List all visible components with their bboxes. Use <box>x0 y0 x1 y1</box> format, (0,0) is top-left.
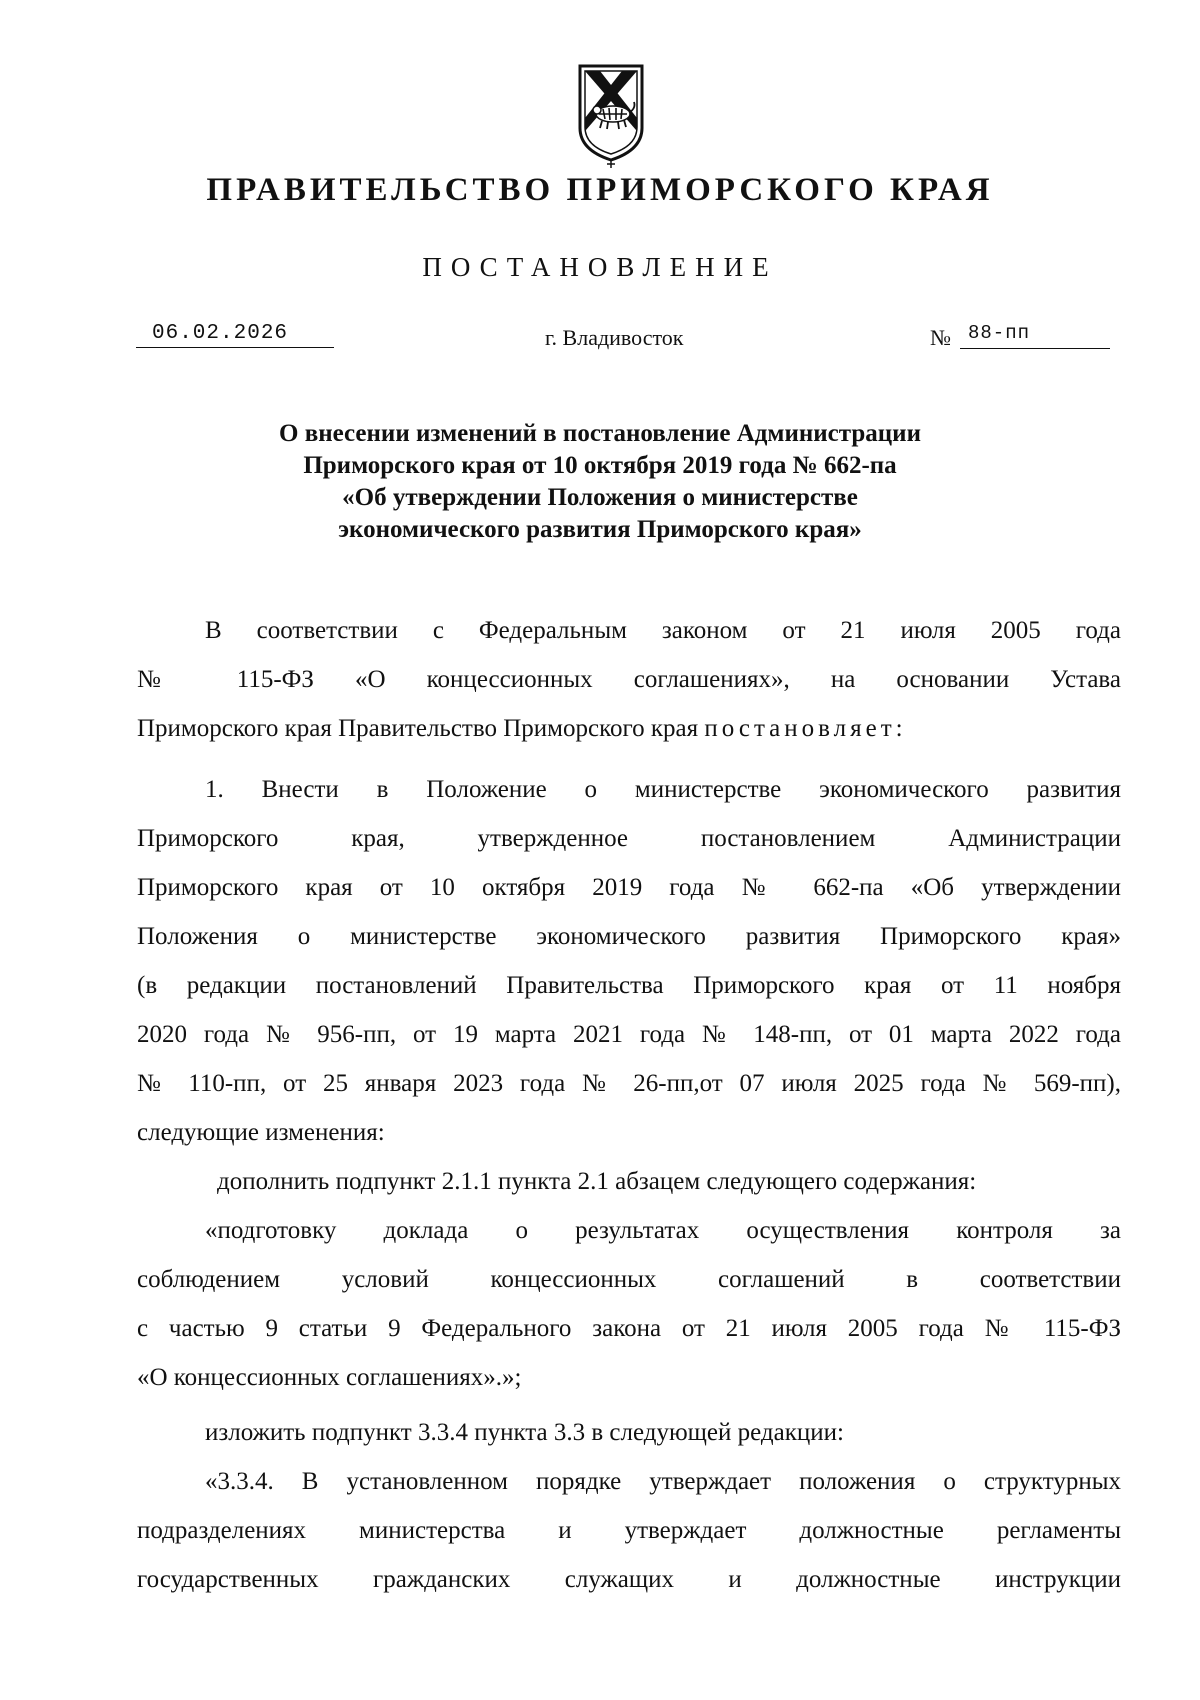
title-line: Приморского края от 10 октября 2019 года № 662-па <box>303 452 897 479</box>
document-number: 88-пп <box>960 322 1110 349</box>
title-line: «Об утверждении Положения о министерстве <box>342 484 858 511</box>
preamble-text: Приморского края Правительство Приморского края <box>137 715 699 742</box>
preamble-line <box>137 704 1121 753</box>
item1-line: Приморского края от 10 октября 2019 года № 662-па «Об утверждении <box>137 874 1121 901</box>
preamble-line: В соответствии с Федеральным законом от 21 июля 2005 года <box>205 617 1121 644</box>
amendment1-intro: дополнить подпункт 2.1.1 пункта 2.1 абзацем следующего содержания: <box>217 1168 977 1195</box>
item1-line: Приморского края, утвержденное постановлением Администрации <box>137 825 1121 852</box>
document-type: ПОСТАНОВЛЕНИЕ <box>422 252 778 282</box>
document-date: 06.02.2026 <box>136 322 334 348</box>
document-body <box>137 606 1121 1604</box>
amendment2-line: подразделениях министерства и утверждает должностные регламенты <box>137 1517 1121 1544</box>
item1-line: 1. Внести в Положение о министерстве экономического развития <box>205 776 1121 803</box>
amendment2-line: «3.3.4. В установленном порядке утверждает положения о структурных <box>205 1468 1121 1495</box>
amendment1-line: с частью 9 статьи 9 Федерального закона от 21 июля 2005 года № 115-ФЗ <box>137 1315 1121 1342</box>
title-line: экономического развития Приморского края» <box>338 516 862 543</box>
decree-word: постановляет: <box>704 715 907 742</box>
item1-line: Положения о министерстве экономического развития Приморского края» <box>137 923 1121 950</box>
organization-name: ПРАВИТЕЛЬСТВО ПРИМОРСКОГО КРАЯ <box>206 172 994 208</box>
preamble-line: № 115-ФЗ «О концессионных соглашениях», на основании Устава <box>137 666 1121 693</box>
item1-line: № 110-пп, от 25 января 2023 года № 26-пп,от 07 июля 2025 года № 569-пп), <box>137 1070 1121 1097</box>
coat-of-arms-icon <box>576 58 646 170</box>
document-title <box>0 418 1200 546</box>
number-sign: № <box>930 325 951 350</box>
amendment1-line: «подготовку доклада о результатах осуществления контроля за <box>205 1217 1121 1244</box>
item1-line: (в редакции постановлений Правительства Приморского края от 11 ноября <box>137 972 1121 999</box>
title-line: О внесении изменений в постановление Администрации <box>279 420 921 447</box>
document-city: г. Владивосток <box>545 325 684 350</box>
amendment2-line: государственных гражданских служащих и должностные инструкции <box>137 1566 1121 1593</box>
amendment2-intro: изложить подпункт 3.3.4 пункта 3.3 в следующей редакции: <box>205 1419 844 1446</box>
amendment1-line: «О концессионных соглашениях».»; <box>137 1364 522 1391</box>
item1-line: следующие изменения: <box>137 1119 385 1146</box>
amendment1-line: соблюдением условий концессионных соглашений в соответствии <box>137 1266 1121 1293</box>
item1-line: 2020 года № 956-пп, от 19 марта 2021 года № 148-пп, от 01 марта 2022 года <box>137 1021 1121 1048</box>
